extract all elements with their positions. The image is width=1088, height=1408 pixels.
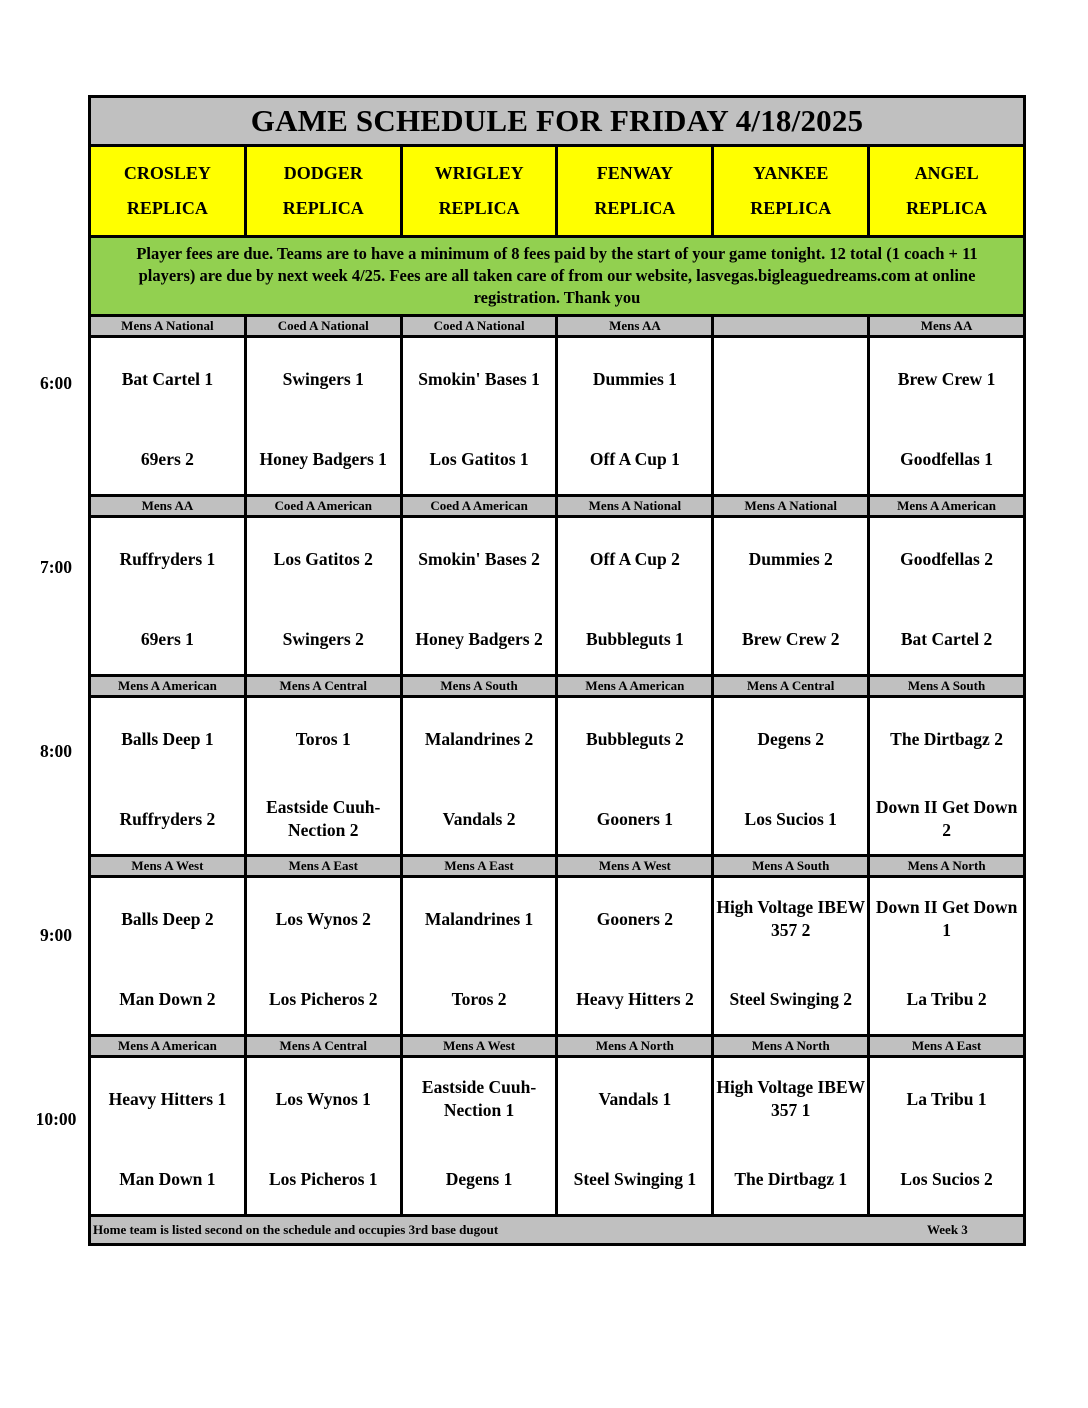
game-cell (869, 697, 1025, 856)
home-team: Ruffryders 2 (119, 808, 216, 829)
division-label: Coed A American (401, 496, 557, 517)
game-cell (90, 1057, 246, 1216)
division-row (90, 1036, 1025, 1057)
division-label: Mens A American (557, 676, 713, 697)
division-label: Mens A South (713, 856, 869, 877)
away-team: Down II Get Down 1 (875, 897, 1018, 940)
away-team: Malandrines 1 (424, 908, 534, 929)
game-cell (245, 877, 401, 1036)
away-team: Ruffryders 1 (119, 548, 216, 569)
home-team: Vandals 2 (442, 808, 516, 829)
division-label: Mens A East (869, 1036, 1025, 1057)
division-label: Mens A South (869, 676, 1025, 697)
game-cell (557, 337, 713, 496)
notice-row (90, 237, 1025, 316)
game-cell (245, 517, 401, 676)
field-header (245, 146, 401, 237)
home-team: Los Gatitos 1 (429, 448, 529, 469)
home-team: 69ers 2 (140, 448, 194, 469)
division-label: Mens A American (869, 496, 1025, 517)
game-cell (401, 517, 557, 676)
field-name: DODGER (283, 163, 363, 183)
home-team: Toros 2 (451, 988, 507, 1009)
home-team: Goodfellas 1 (900, 448, 993, 469)
field-subtitle: REPLICA (594, 198, 676, 218)
division-label: Mens A National (713, 496, 869, 517)
division-label: Mens A South (401, 676, 557, 697)
home-team: Down II Get Down 2 (875, 797, 1018, 840)
away-team: Bubbleguts 2 (586, 728, 684, 749)
game-cell (557, 1057, 713, 1216)
schedule-table (88, 95, 1026, 1246)
fee-notice: Player fees are due. Teams are to have a minimum of 8 fees paid by the start of your game tonight. 12 total (1 coach + 11 players) are due by next week 4/25. Fees are all taken care of from our website, lasvegas.bigleaguedreams.com at online registration. Thank you (90, 237, 1025, 316)
home-team: Los Sucios 2 (900, 1168, 993, 1189)
away-team: Dummies 1 (592, 368, 677, 389)
division-label: Mens A East (401, 856, 557, 877)
time-label: 6:00 (39, 373, 73, 393)
game-cell (713, 337, 869, 496)
division-label: Mens A North (713, 1036, 869, 1057)
away-team: Smokin' Bases 2 (418, 548, 540, 569)
away-team: Malandrines 2 (424, 728, 534, 749)
away-team: Los Wynos 1 (275, 1088, 371, 1109)
division-row (90, 496, 1025, 517)
time-label: 8:00 (39, 741, 73, 761)
home-team: Man Down 2 (119, 988, 216, 1009)
home-team: Brew Crew 2 (741, 628, 840, 649)
away-team: Los Gatitos 2 (273, 548, 373, 569)
division-label: Mens A American (90, 1036, 246, 1057)
division-label: Mens A East (245, 856, 401, 877)
game-cell (869, 337, 1025, 496)
away-team (714, 356, 867, 402)
field-name: CROSLEY (123, 163, 211, 183)
home-team: Off A Cup 1 (589, 448, 680, 469)
home-team: Los Picheros 1 (268, 1168, 378, 1189)
away-team: Goodfellas 2 (900, 548, 993, 569)
game-row (90, 517, 1025, 676)
away-team: La Tribu 1 (906, 1088, 987, 1109)
title-row (90, 97, 1025, 146)
game-cell (245, 697, 401, 856)
division-label: Coed A National (245, 316, 401, 337)
away-team: Los Wynos 2 (275, 908, 371, 929)
game-cell (557, 697, 713, 856)
time-label: 10:00 (35, 1109, 77, 1129)
away-team: Off A Cup 2 (589, 548, 680, 569)
away-team: High Voltage IBEW 357 2 (716, 897, 866, 940)
away-team: Balls Deep 2 (121, 908, 214, 929)
home-team: Los Picheros 2 (268, 988, 378, 1009)
game-cell (713, 1057, 869, 1216)
away-team: Toros 1 (295, 728, 351, 749)
away-team: Balls Deep 1 (121, 728, 214, 749)
away-team: High Voltage IBEW 357 1 (716, 1077, 866, 1120)
game-cell (869, 517, 1025, 676)
game-row (90, 1057, 1025, 1216)
home-team: Eastside Cuuh-Nection 2 (266, 797, 381, 840)
game-cell (90, 697, 246, 856)
away-team: Degens 2 (757, 728, 825, 749)
game-cell (869, 1057, 1025, 1216)
week-label: Week 3 (927, 1222, 968, 1237)
page-title: GAME SCHEDULE FOR FRIDAY 4/18/2025 (90, 97, 1025, 146)
home-team: The Dirtbagz 1 (734, 1168, 848, 1189)
time-label: 9:00 (39, 925, 73, 945)
division-label: Coed A National (401, 316, 557, 337)
away-team: Heavy Hitters 1 (108, 1088, 227, 1109)
game-cell (713, 517, 869, 676)
field-subtitle: REPLICA (438, 198, 520, 218)
division-label: Mens AA (90, 496, 246, 517)
home-team: Los Sucios 1 (744, 808, 837, 829)
division-row (90, 676, 1025, 697)
field-header-row (90, 146, 1025, 237)
field-header (401, 146, 557, 237)
game-cell (245, 337, 401, 496)
game-row (90, 337, 1025, 496)
division-row (90, 316, 1025, 337)
home-team: 69ers 1 (140, 628, 194, 649)
home-team (714, 436, 867, 482)
away-team: The Dirtbagz 2 (890, 728, 1003, 749)
game-cell (713, 877, 869, 1036)
footer-row (90, 1216, 1025, 1245)
field-subtitle: REPLICA (282, 198, 364, 218)
game-cell (401, 697, 557, 856)
home-team: Bubbleguts 1 (586, 628, 684, 649)
field-subtitle: REPLICA (126, 198, 208, 218)
division-label: Coed A American (245, 496, 401, 517)
game-row (90, 697, 1025, 856)
field-name: WRIGLEY (434, 163, 524, 183)
home-team: Honey Badgers 1 (259, 448, 387, 469)
field-header (869, 146, 1025, 237)
home-team: Bat Cartel 2 (900, 628, 993, 649)
home-team: Gooners 1 (596, 808, 674, 829)
footer-cell (90, 1216, 1025, 1245)
home-team: Steel Swinging 1 (573, 1168, 697, 1189)
division-label: Mens A Central (245, 1036, 401, 1057)
away-team: Swingers 1 (282, 368, 364, 389)
division-label: Mens A North (869, 856, 1025, 877)
schedule-sheet (88, 95, 1026, 1246)
division-label: Mens A North (557, 1036, 713, 1057)
game-cell (869, 877, 1025, 1036)
game-cell (90, 337, 246, 496)
field-header (713, 146, 869, 237)
division-label: Mens A American (90, 676, 246, 697)
field-subtitle: REPLICA (750, 198, 832, 218)
game-cell (557, 517, 713, 676)
away-team: Smokin' Bases 1 (418, 368, 540, 389)
game-cell (401, 337, 557, 496)
home-team: Man Down 1 (119, 1168, 216, 1189)
away-team: Eastside Cuuh-Nection 1 (421, 1077, 537, 1120)
away-team: Vandals 1 (598, 1088, 672, 1109)
home-team: Swingers 2 (282, 628, 364, 649)
division-label: Mens AA (869, 316, 1025, 337)
division-label: Mens A West (90, 856, 246, 877)
home-team: Heavy Hitters 2 (576, 988, 694, 1009)
division-label: Mens AA (557, 316, 713, 337)
away-team: Dummies 2 (748, 548, 833, 569)
game-cell (245, 1057, 401, 1216)
division-row (90, 856, 1025, 877)
division-label: Mens A National (90, 316, 246, 337)
game-cell (90, 517, 246, 676)
away-team: Gooners 2 (596, 908, 674, 929)
field-header (557, 146, 713, 237)
game-cell (713, 697, 869, 856)
game-cell (401, 1057, 557, 1216)
field-name: FENWAY (596, 163, 674, 183)
field-name: YANKEE (753, 163, 829, 183)
time-label: 7:00 (39, 557, 73, 577)
division-label: Mens A Central (245, 676, 401, 697)
game-cell (557, 877, 713, 1036)
game-cell (90, 877, 246, 1036)
field-subtitle: REPLICA (906, 198, 988, 218)
away-team: Brew Crew 1 (897, 368, 996, 389)
home-team-note: Home team is listed second on the schedule and occupies 3rd base dugout (93, 1222, 499, 1237)
home-team: La Tribu 2 (906, 988, 987, 1009)
division-label: Mens A National (557, 496, 713, 517)
division-label: Mens A West (401, 1036, 557, 1057)
home-team: Degens 1 (445, 1168, 513, 1189)
division-label: Mens A West (557, 856, 713, 877)
game-cell (401, 877, 557, 1036)
away-team: Bat Cartel 1 (121, 368, 214, 389)
division-label: Mens A Central (713, 676, 869, 697)
field-name: ANGEL (914, 163, 979, 183)
field-header (90, 146, 246, 237)
game-row (90, 877, 1025, 1036)
home-team: Honey Badgers 2 (415, 628, 543, 649)
home-team: Steel Swinging 2 (729, 988, 852, 1009)
division-label (713, 316, 869, 337)
